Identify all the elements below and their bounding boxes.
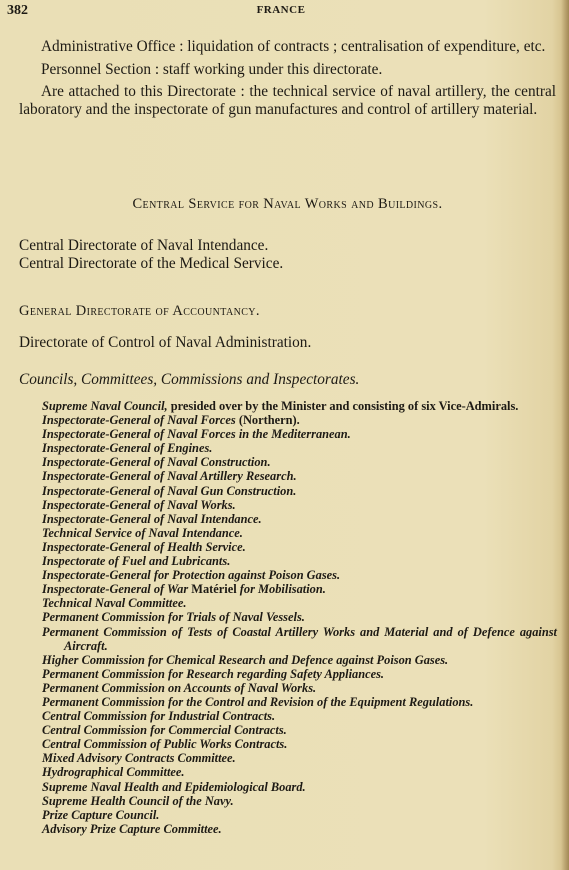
council-list-item-text: Permanent Commission for the Control and Revision of the Equipment Regulations. bbox=[42, 694, 474, 709]
council-list-item bbox=[42, 526, 557, 540]
council-list-item bbox=[42, 667, 557, 681]
accountancy-heading-block bbox=[19, 303, 556, 320]
council-list-item bbox=[42, 794, 557, 808]
council-list-item-text: Inspectorate-General of Naval Construction. bbox=[42, 455, 271, 470]
council-list-item bbox=[42, 751, 557, 765]
council-list-item-text: Mixed Advisory Contracts Committee. bbox=[42, 751, 236, 766]
council-list-item bbox=[42, 723, 557, 737]
council-list-item-text: for Mobilisation. bbox=[239, 582, 326, 597]
council-list-item bbox=[42, 427, 557, 441]
council-list-item-text: Inspectorate-General of Naval Works. bbox=[42, 497, 236, 512]
council-list-item-text: Inspectorate-General for Protection against Poison Gases. bbox=[42, 568, 341, 583]
control-directorate-block bbox=[19, 334, 556, 352]
council-list-item-text: Hydrographical Committee. bbox=[42, 765, 185, 780]
control-directorate: Directorate of Control of Naval Administration. bbox=[19, 334, 312, 351]
council-list-item bbox=[42, 441, 557, 455]
page-edge-shadow bbox=[561, 0, 569, 870]
page-number: 382 bbox=[7, 3, 28, 18]
council-list-item bbox=[42, 596, 557, 610]
council-list-item-text: (Northern). bbox=[235, 413, 300, 428]
council-list-item-text: Technical Naval Committee. bbox=[42, 596, 187, 611]
central-service-heading-block bbox=[19, 196, 556, 213]
council-list-item bbox=[42, 399, 557, 413]
council-list-item bbox=[42, 709, 557, 723]
council-list-item-text: Inspectorate of Fuel and Lubricants. bbox=[42, 554, 231, 569]
council-list-item bbox=[42, 455, 557, 469]
paragraph-attached-services: Are attached to this Directorate : the technical service of naval artillery, the central laboratory and the inspectorate of gun manufactures and control of artillery material. bbox=[19, 83, 556, 118]
central-service-heading: Central Service for Naval Works and Buildings. bbox=[132, 196, 443, 212]
council-list-item-text: Permanent Commission of Tests of Coastal Artillery Works and Material and of Defence against Aircraft. bbox=[42, 624, 557, 653]
council-list-item bbox=[42, 582, 557, 596]
council-list-item bbox=[42, 765, 557, 779]
council-list-item-text: Inspectorate-General of Engines. bbox=[42, 441, 213, 456]
paragraph-personnel-section: Personnel Section : staff working under this directorate. bbox=[41, 61, 383, 78]
councils-heading-block bbox=[19, 371, 556, 389]
council-list-item bbox=[42, 568, 557, 582]
council-list-item-text: Supreme Naval Health and Epidemiological Board. bbox=[42, 779, 306, 794]
council-list-item bbox=[42, 469, 557, 483]
council-list-item bbox=[42, 484, 557, 498]
council-list-item-text: Central Commission for Commercial Contracts. bbox=[42, 723, 287, 738]
council-list-item-text: Technical Service of Naval Intendance. bbox=[42, 525, 243, 540]
accountancy-heading: General Directorate of Accountancy. bbox=[19, 303, 260, 319]
council-list-item bbox=[42, 610, 557, 624]
council-list-item-text: Supreme Naval Council, bbox=[42, 399, 168, 413]
running-title: FRANCE bbox=[256, 4, 306, 16]
council-list-item-text: Inspectorate-General of Health Service. bbox=[42, 539, 246, 554]
council-list-item-text: Supreme Health Council of the Navy. bbox=[42, 793, 234, 808]
intro-section bbox=[19, 38, 556, 119]
council-list-item-text: Permanent Commission for Research regarding Safety Appliances. bbox=[42, 666, 385, 681]
councils-list bbox=[42, 399, 557, 836]
council-list-item-text: Central Commission for Industrial Contracts. bbox=[42, 709, 276, 724]
council-list-item-text: Prize Capture Council. bbox=[42, 807, 160, 822]
council-list-item-text: Permanent Commission for Trials of Naval Vessels. bbox=[42, 610, 305, 625]
page-header bbox=[7, 3, 555, 21]
council-list-item bbox=[42, 780, 557, 794]
council-list-item bbox=[42, 822, 557, 836]
council-list-item bbox=[42, 512, 557, 526]
central-directorate-intendance: Central Directorate of Naval Intendance. bbox=[19, 237, 269, 254]
paragraph-administrative-office: Administrative Office : liquidation of contracts ; centralisation of expenditure, etc. bbox=[41, 38, 546, 55]
council-list-item bbox=[42, 681, 557, 695]
council-list-item-text: presided over by the Minister and consisting of six Vice-Admirals. bbox=[167, 399, 519, 413]
council-list-item-text: Permanent Commission on Accounts of Naval Works. bbox=[42, 680, 317, 695]
council-list-item bbox=[42, 540, 557, 554]
council-list-item-text: Inspectorate-General of Naval Forces bbox=[42, 413, 236, 428]
central-directorate-medical: Central Directorate of the Medical Service. bbox=[19, 255, 284, 272]
council-list-item bbox=[42, 498, 557, 512]
council-list-item bbox=[42, 554, 557, 568]
council-list-item-text: Matériel bbox=[188, 582, 240, 597]
council-list-item bbox=[42, 737, 557, 751]
councils-heading: Councils, Committees, Commissions and Inspectorates. bbox=[19, 371, 360, 388]
council-list-item-text: Inspectorate-General of Naval Artillery Research. bbox=[42, 469, 297, 484]
council-list-item bbox=[42, 413, 557, 427]
council-list-item-text: Inspectorate-General of War bbox=[42, 582, 189, 597]
council-list-item-text: Inspectorate-General of Naval Intendance. bbox=[42, 511, 262, 526]
council-list-item bbox=[42, 808, 557, 822]
council-list-item-text: Central Commission of Public Works Contracts. bbox=[42, 737, 288, 752]
council-list-item-text: Inspectorate-General of Naval Forces in the Mediterranean. bbox=[42, 427, 351, 442]
council-list-item-text: Higher Commission for Chemical Research and Defence against Poison Gases. bbox=[42, 652, 449, 667]
council-list-item bbox=[42, 695, 557, 709]
central-directorates-block bbox=[19, 237, 556, 273]
council-list-item bbox=[42, 653, 557, 667]
council-list-item bbox=[42, 625, 557, 653]
council-list-item-text: Advisory Prize Capture Committee. bbox=[42, 821, 222, 836]
council-list-item-text: Inspectorate-General of Naval Gun Construction. bbox=[42, 483, 297, 498]
